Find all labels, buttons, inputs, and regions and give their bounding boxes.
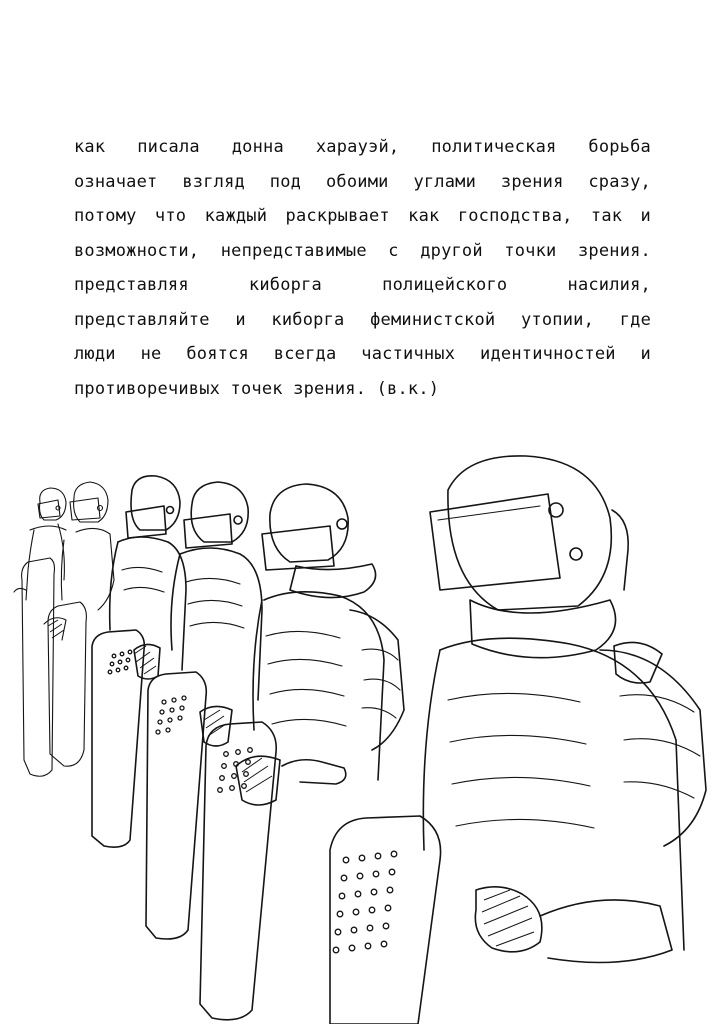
officer-4 [146, 482, 262, 939]
text-line: означает взгляд под обоими углами зрения сразу, [74, 171, 651, 192]
text-line: возможности, непредставимые с другой точки зрения. [74, 240, 651, 261]
text-line: представляя киборга полицейского насилия, [74, 275, 651, 295]
shield-5-holes [218, 748, 253, 793]
text-line: как писала донна харауэй, политическая борьба [74, 137, 651, 157]
riot-police-illustration [0, 450, 724, 1024]
text-line: потому что каждый раскрывает как господства, так и [74, 206, 651, 226]
shield-3-holes [108, 650, 132, 674]
officer-1 [14, 488, 66, 776]
shield-4-holes [156, 696, 186, 734]
shield-6-holes [333, 851, 397, 953]
text-line: противоречивых точек зрения. (в.к.) [74, 378, 440, 399]
quote-text [74, 130, 651, 406]
officer-2 [44, 482, 114, 766]
illustration-svg [0, 450, 724, 1024]
text-line: люди не боятся всегда частичных идентичностей и [74, 344, 651, 364]
officer-5 [200, 484, 404, 1020]
text-line: представляйте и киборга феминистской утопии, где [74, 309, 651, 330]
